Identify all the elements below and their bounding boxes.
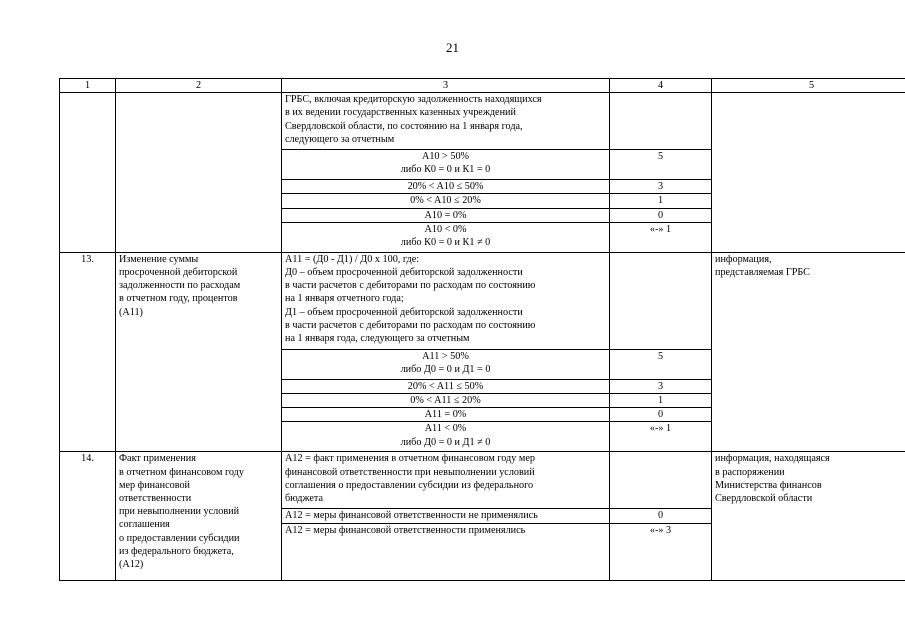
header-col-2: 2 [116, 79, 282, 93]
score-cell: 1 [610, 194, 712, 208]
criterion-cell: A12 = меры финансовой ответственности не применялись [282, 509, 610, 523]
score-cell: 0 [610, 208, 712, 222]
score-cell: «-» 3 [610, 523, 712, 580]
number-cell [60, 93, 116, 253]
score-cell: 0 [610, 408, 712, 422]
table-row [60, 452, 905, 509]
source-cell [712, 93, 905, 253]
indicator-cell: Изменение суммы просроченной дебиторской задолженности по расходам в отчетном году, процентов (A11) [116, 252, 282, 452]
description-cell: A11 = (Д0 - Д1) / Д0 x 100, где: Д0 – объем просроченной дебиторской задолженности в части расчетов с дебиторами по расходам по состоянию на 1 января отчетного года; Д1 – объем просроченной дебиторской задолженности в части расчетов с дебиторами по расходам по состоянию на 1 января года, следующего за отчетным [282, 252, 610, 349]
description-cell: A12 = факт применения в отчетном финансовом году мер финансовой ответственности при невыполнении условий соглашения о предоставлении субсидии из федерального бюджета [282, 452, 610, 509]
criterion-cell: 20% < A11 ≤ 50% [282, 379, 610, 393]
criterion-cell: 0% < A11 ≤ 20% [282, 394, 610, 408]
score-cell: 3 [610, 180, 712, 194]
indicator-cell [116, 93, 282, 253]
description-cell: ГРБС, включая кредиторскую задолженность находящихся в их ведении государственных казенных учреждений Свердловской области, по состоянию на 1 января года, следующего за отчетным [282, 93, 610, 150]
number-cell: 13. [60, 252, 116, 452]
header-col-3: 3 [282, 79, 610, 93]
criterion-cell: A11 < 0% либо Д0 = 0 и Д1 ≠ 0 [282, 422, 610, 452]
score-cell [610, 252, 712, 349]
header-col-4: 4 [610, 79, 712, 93]
score-cell [610, 93, 712, 150]
criterion-cell: A10 < 0% либо К0 = 0 и К1 ≠ 0 [282, 222, 610, 252]
source-cell: информация, представляемая ГРБС [712, 252, 905, 452]
indicators-table [59, 78, 905, 581]
score-cell: 1 [610, 394, 712, 408]
score-cell: 3 [610, 379, 712, 393]
criterion-cell: A12 = меры финансовой ответственности применялись [282, 523, 610, 580]
table-row [60, 93, 905, 150]
criterion-cell: A11 = 0% [282, 408, 610, 422]
header-col-5: 5 [712, 79, 905, 93]
score-cell: 5 [610, 150, 712, 180]
table-row [60, 252, 905, 349]
indicator-cell: Факт применения в отчетном финансовом году мер финансовой ответственности при невыполнении условий соглашения о предоставлении субсидии из федерального бюджета, (A12) [116, 452, 282, 580]
criterion-cell: 20% < A10 ≤ 50% [282, 180, 610, 194]
header-row [60, 79, 905, 93]
criterion-cell: A11 > 50% либо Д0 = 0 и Д1 = 0 [282, 349, 610, 379]
source-cell: информация, находящаяся в распоряжении Министерства финансов Свердловской области [712, 452, 905, 580]
criterion-cell: A10 > 50% либо К0 = 0 и К1 = 0 [282, 150, 610, 180]
header-col-1: 1 [60, 79, 116, 93]
number-cell: 14. [60, 452, 116, 580]
score-cell: «-» 1 [610, 422, 712, 452]
score-cell: 5 [610, 349, 712, 379]
score-cell: 0 [610, 509, 712, 523]
criterion-cell: 0% < A10 ≤ 20% [282, 194, 610, 208]
score-cell [610, 452, 712, 509]
criterion-cell: A10 = 0% [282, 208, 610, 222]
score-cell: «-» 1 [610, 222, 712, 252]
page-number: 21 [446, 40, 459, 55]
